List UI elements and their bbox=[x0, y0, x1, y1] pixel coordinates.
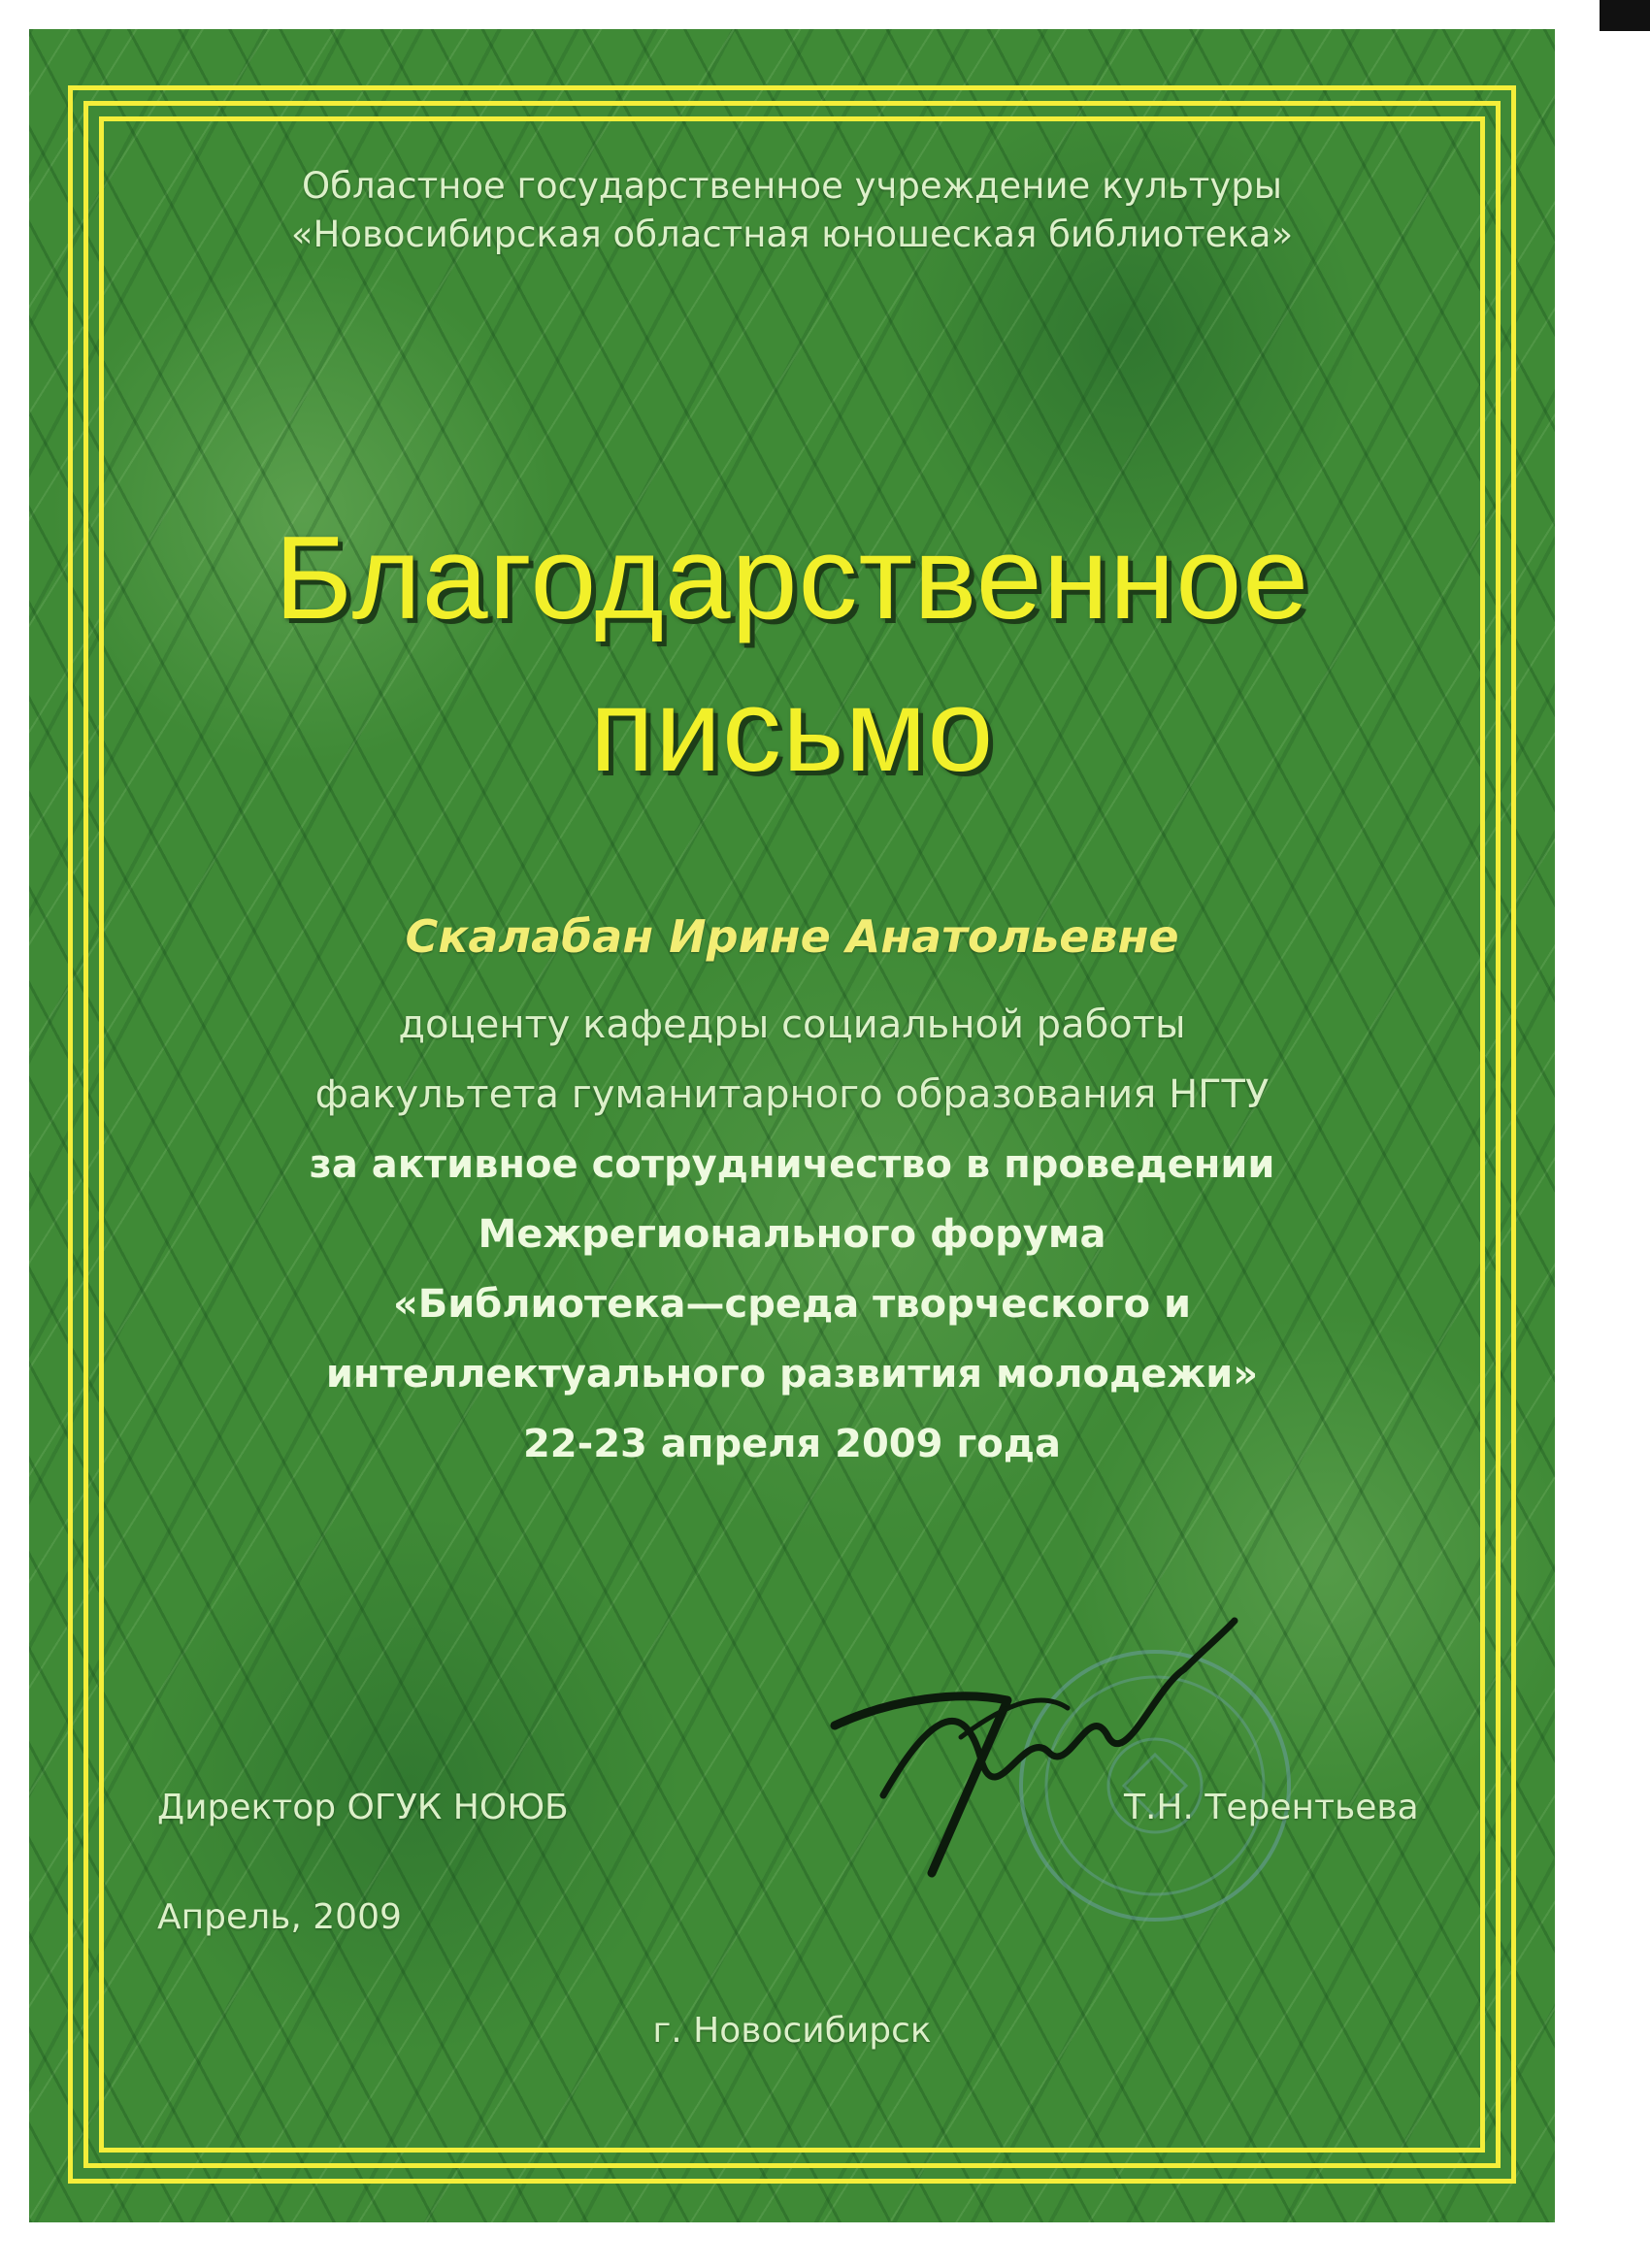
title-line-1: Благодарственное bbox=[274, 511, 1310, 643]
body-line-dates: 22-23 апреля 2009 года bbox=[522, 1422, 1062, 1466]
body-line-forum: Межрегионального форума bbox=[478, 1212, 1106, 1257]
signatory-position: Директор ОГУК НОЮБ bbox=[157, 1788, 569, 1827]
signatory-name: Т.Н. Терентьева bbox=[1124, 1788, 1419, 1827]
issuer-line-1: Областное государственное учреждение культуры bbox=[302, 165, 1282, 207]
body-line-forum-title-1: «Библиотека—среда творческого и bbox=[392, 1282, 1192, 1327]
handwritten-signature bbox=[815, 1582, 1242, 1892]
body-line-reason: за активное сотрудничество в проведении bbox=[309, 1142, 1275, 1187]
title-line-2: письмо bbox=[589, 664, 995, 796]
body-line-position: доценту кафедры социальной работы bbox=[398, 1003, 1186, 1047]
body-line-forum-title-2: интеллектуального развития молодежи» bbox=[325, 1352, 1259, 1397]
issue-date: Апрель, 2009 bbox=[157, 1897, 402, 1937]
certificate-sheet bbox=[29, 29, 1555, 2222]
body-line-faculty: факультета гуманитарного образования НГТУ bbox=[314, 1072, 1270, 1117]
scan-edge bbox=[1600, 0, 1650, 31]
issue-city: г. Новосибирск bbox=[652, 2011, 932, 2051]
recipient-name: Скалабан Ирине Анатольевне bbox=[405, 910, 1179, 963]
issuer-line-2: «Новосибирская областная юношеская библиотека» bbox=[290, 214, 1294, 255]
